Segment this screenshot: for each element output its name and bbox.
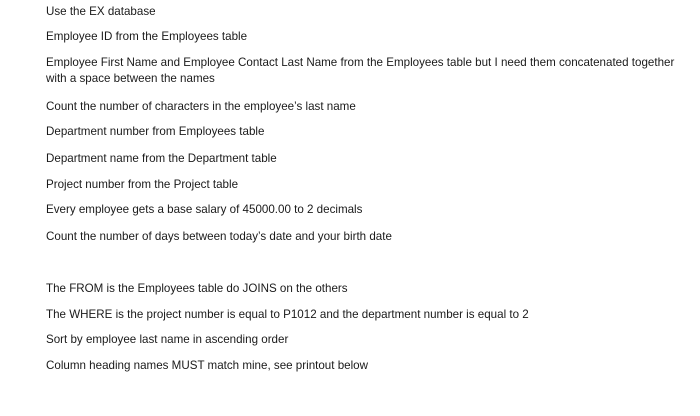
instruction-database: Use the EX database xyxy=(46,5,156,18)
instruction-department-number: Department number from Employees table xyxy=(46,125,265,138)
note-column-headings: Column heading names MUST match mine, see printout below xyxy=(46,359,368,372)
instruction-department-name: Department name from the Department table xyxy=(46,152,277,165)
note-where-clause: The WHERE is the project number is equal to P1012 and the department number is equal to 2 xyxy=(46,308,529,321)
instruction-project-number: Project number from the Project table xyxy=(46,178,239,191)
note-sort-order: Sort by employee last name in ascending order xyxy=(46,333,289,346)
instruction-days-since-birth: Count the number of days between today’s date and your birth date xyxy=(46,230,392,243)
instruction-last-name-length: Count the number of characters in the employee’s last name xyxy=(46,100,356,113)
instruction-base-salary: Every employee gets a base salary of 45000.00 to 2 decimals xyxy=(46,203,363,216)
note-from-clause: The FROM is the Employees table do JOINS on the others xyxy=(46,282,348,295)
instruction-employee-id: Employee ID from the Employees table xyxy=(46,30,248,43)
instruction-employee-name: Employee First Name and Employee Contact Last Name from the Employees table but I need them concatenated together with a space between the names xyxy=(46,56,675,85)
